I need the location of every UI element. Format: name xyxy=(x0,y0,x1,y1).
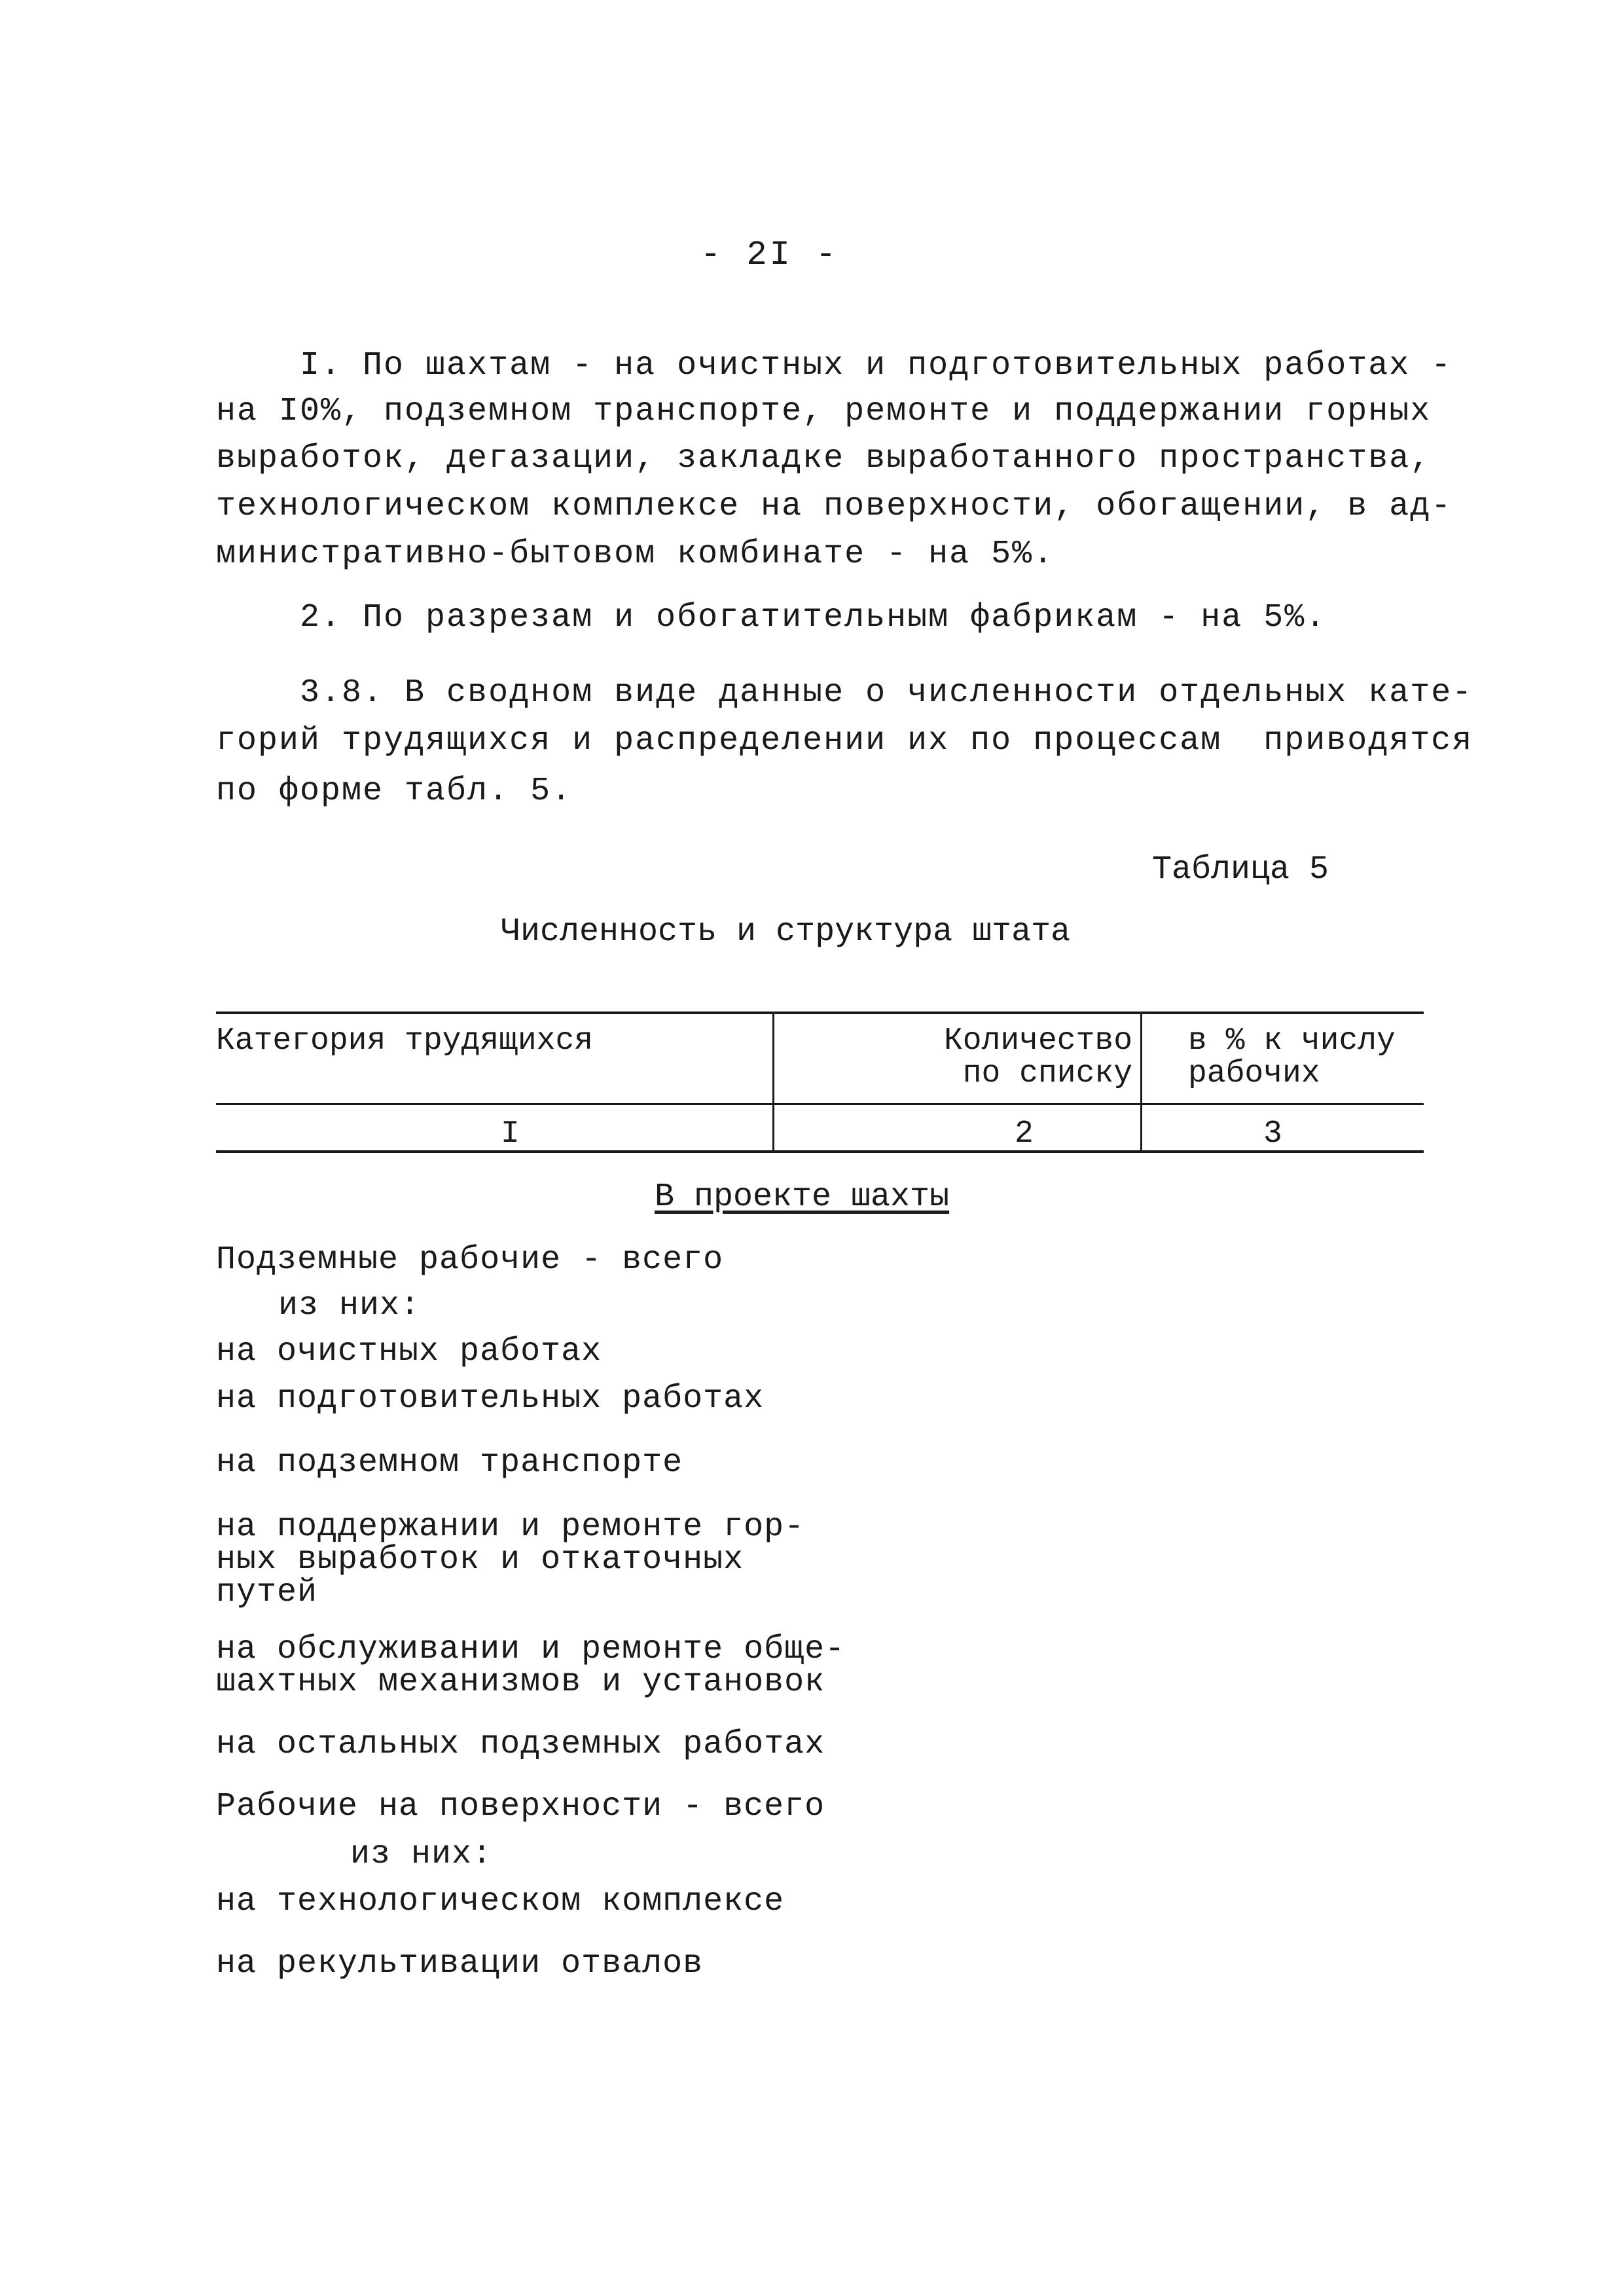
column-number: 2 xyxy=(1015,1116,1034,1152)
paragraph-3-line: 3.8. В сводном виде данные о численности отдельных кате- xyxy=(216,674,1473,712)
table-row: на остальных подземных работах xyxy=(216,1726,825,1763)
table-title: Численность и структура штата xyxy=(501,913,1071,951)
table-top-rule xyxy=(216,1011,1424,1014)
header-quantity-line: по списку xyxy=(962,1056,1132,1091)
table-row: на технологическом комплексе xyxy=(216,1883,785,1920)
table-row: на обслуживании и ремонте обще- xyxy=(216,1631,846,1668)
table-row: на поддержании и ремонте гор- xyxy=(216,1508,805,1546)
header-quantity xyxy=(933,1025,1132,1090)
paragraph-1-line: министративно-бытовом комбинате - на 5%. xyxy=(216,536,1055,573)
column-number: I xyxy=(501,1116,520,1152)
header-category: Категория трудящихся xyxy=(216,1023,594,1059)
paragraph-1-line: технологическом комплексе на поверхности, обогащении, в ад- xyxy=(216,488,1453,525)
paragraph-1-line: I. По шахтам - на очистных и подготовительных работах - xyxy=(216,347,1453,384)
table-row: из них: xyxy=(350,1836,493,1873)
table-row: ных выработок и откаточных xyxy=(216,1541,744,1578)
header-percent-line: рабочих xyxy=(1188,1056,1320,1091)
paragraph-3-line: горий трудящихся и распределении их по процессам приводятся xyxy=(216,722,1473,759)
table-header-rule xyxy=(216,1103,1424,1105)
column-number: 3 xyxy=(1263,1116,1282,1152)
table-row: на подземном транспорте xyxy=(216,1444,683,1482)
table-row: из них: xyxy=(278,1287,421,1324)
page-number: - 2I - xyxy=(700,236,839,274)
paragraph-1-line: выработок, дегазации, закладке выработанного пространства, xyxy=(216,440,1432,477)
table-numbers-rule xyxy=(216,1150,1424,1153)
table-row: шахтных механизмов и установок xyxy=(216,1664,825,1701)
table-row: Рабочие на поверхности - всего xyxy=(216,1788,825,1825)
paragraph-1-line: на I0%, подземном транспорте, ремонте и поддержании горных xyxy=(216,393,1432,430)
table-row: на подготовительных работах xyxy=(216,1380,765,1417)
header-percent-line: в % к числу xyxy=(1188,1023,1396,1059)
table-row: Подземные рабочие - всего xyxy=(216,1241,724,1279)
paragraph-2: 2. По разрезам и обогатительным фабрикам - на 5%. xyxy=(216,599,1327,636)
paragraph-3-line: по форме табл. 5. xyxy=(216,773,573,810)
header-quantity-line: Количество xyxy=(943,1023,1132,1059)
table-row: путей xyxy=(216,1574,318,1611)
table-row: на рекультивации отвалов xyxy=(216,1945,704,1982)
table-row: на очистных работах xyxy=(216,1333,602,1370)
table-column-divider xyxy=(772,1014,774,1152)
table-number: Таблица 5 xyxy=(1152,851,1329,888)
table-column-divider xyxy=(1140,1014,1142,1152)
section-title: В проекте шахты xyxy=(655,1178,950,1216)
header-percent xyxy=(1188,1025,1396,1090)
